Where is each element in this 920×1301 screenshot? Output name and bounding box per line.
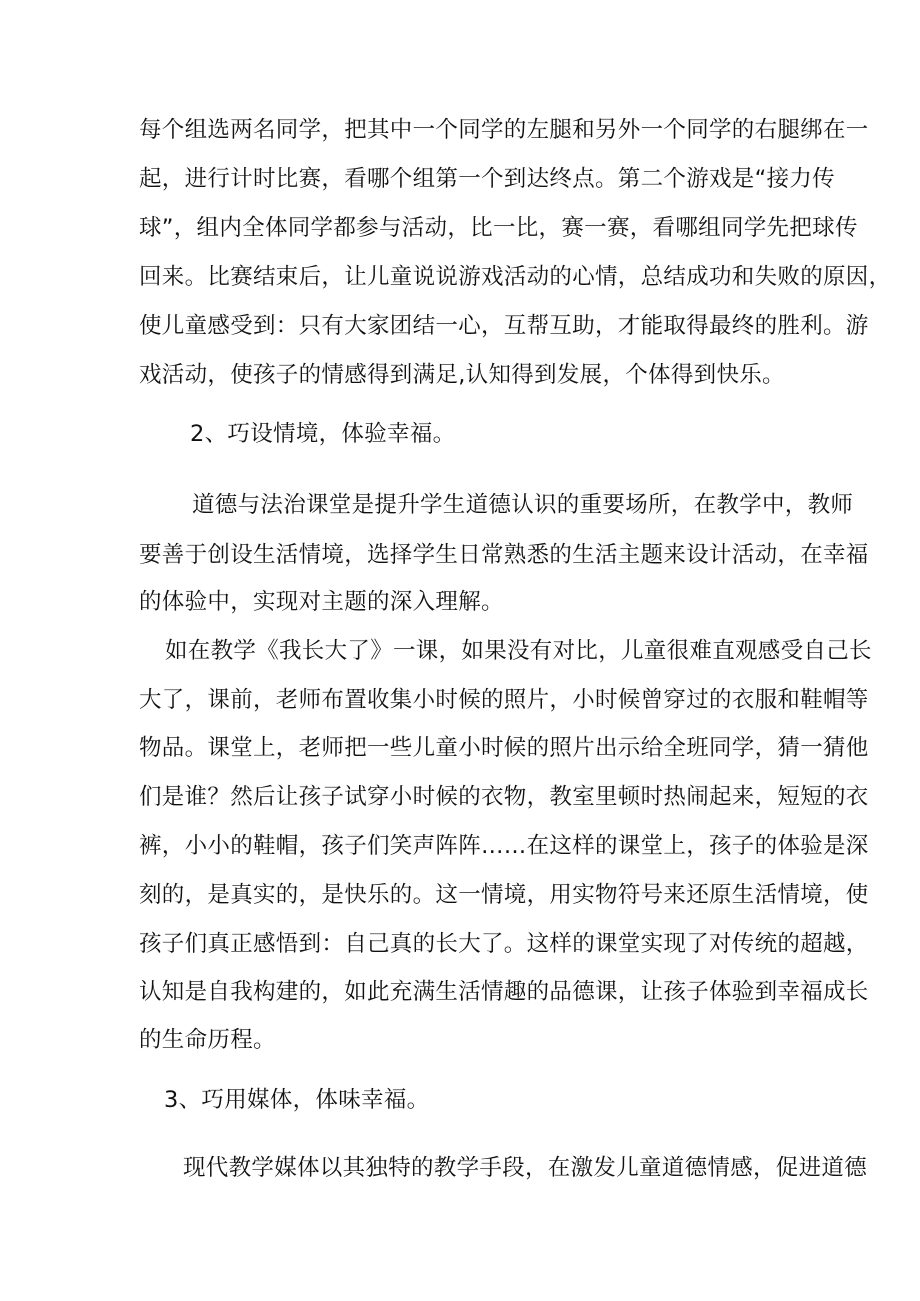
text-line: 刻的，是真实的，是快乐的。这一情境，用实物符号来还原生活情境，使 [139, 882, 869, 908]
text-line: 球”，组内全体同学都参与活动，比一比，赛一赛，看哪组同学先把球传 [139, 215, 858, 241]
text-line: 物品。课堂上，老师把一些儿童小时候的照片出示给全班同学，猜一猜他 [139, 735, 869, 761]
text-line: 如在教学《我长大了》一课，如果没有对比，儿童很难直观感受自己长 [165, 638, 872, 664]
text-line: 道德与法治课堂是提升学生道德认识的重要场所，在教学中，教师 [192, 492, 854, 518]
text-line: 使儿童感受到：只有大家团结一心，互帮互助，才能取得最终的胜利。游 [139, 313, 869, 339]
text-line: 要善于创设生活情境，选择学生日常熟悉的生活主题来设计活动，在幸福 [139, 542, 869, 568]
section-heading-3: 3、巧用媒体，体味幸福。 [164, 1087, 430, 1113]
text-line: 裤，小小的鞋帽，孩子们笑声阵阵……在这样的课堂上，孩子的体验是深 [139, 833, 869, 859]
text-line: 大了，课前，老师布置收集小时候的照片，小时候曾穿过的衣服和鞋帽等 [139, 687, 869, 713]
text-line: 起，进行计时比赛，看哪个组第一个到达终点。第二个游戏是“接力传 [139, 166, 835, 192]
text-line: 孩子们真正感悟到：自己真的长大了。这样的课堂实现了对传统的超越， [139, 931, 869, 957]
text-line: 现代教学媒体以其独特的教学手段，在激发儿童道德情感，促进道德 [183, 1155, 868, 1181]
text-line: 认知是自我构建的，如此充满生活情趣的品德课，让孩子体验到幸福成长 [139, 979, 869, 1005]
text-line: 每个组选两名同学，把其中一个同学的左腿和另外一个同学的右腿绑在一 [139, 117, 869, 143]
section-heading-2: 2、巧设情境，体验幸福。 [190, 421, 456, 447]
text-line: 们是谁？然后让孩子试穿小时候的衣物，教室里顿时热闹起来，短短的衣 [139, 784, 869, 810]
text-line: 戏活动，使孩子的情感得到满足,认知得到发展，个体得到快乐。 [139, 362, 785, 388]
text-line: 回来。比赛结束后，让儿童说说游戏活动的心情，总结成功和失败的原因， [139, 264, 892, 290]
text-line: 的生命历程。 [139, 1027, 276, 1053]
text-line: 的体验中，实现对主题的深入理解。 [139, 589, 504, 615]
